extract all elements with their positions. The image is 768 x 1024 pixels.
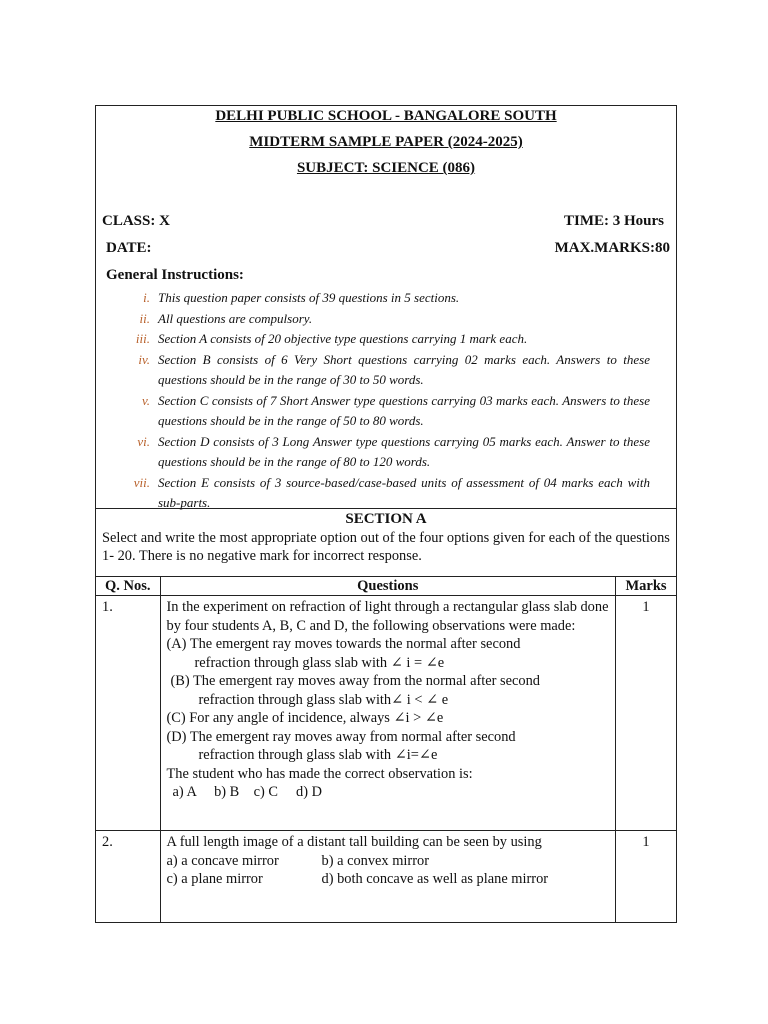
instruction-number: i.: [143, 290, 150, 305]
option-a: a) a concave mirror: [166, 852, 279, 869]
max-marks-label: MAX.MARKS:80: [554, 240, 670, 256]
options-row-1: [167, 852, 610, 871]
subject-title: SUBJECT: SCIENCE (086): [296, 160, 476, 176]
time-label: TIME: 3 Hours: [563, 213, 664, 229]
table-row: [96, 831, 676, 922]
paper-header: [96, 106, 676, 509]
instruction-item: [96, 391, 676, 432]
option-c: (C) For any angle of incidence, always ∠i > ∠e: [166, 710, 444, 726]
option-d-line1: (D) The emergent ray moves away from normal after second: [166, 728, 516, 745]
instruction-item: [96, 288, 676, 309]
instruction-item: [96, 350, 676, 391]
instruction-item: [96, 309, 676, 330]
instruction-text: Section C consists of 7 Short Answer type questions carrying 03 marks each. Answers to these questions should be in the range of 50 to 80 words.: [158, 392, 650, 428]
instruction-number: ii.: [139, 310, 150, 326]
instructions-title: General Instructions:: [106, 267, 244, 283]
question-marks: 1: [616, 831, 677, 922]
instruction-number: v.: [141, 392, 150, 408]
section-a-instruction: Select and write the most appropriate option out of the four options given for each of the questions 1- 20. There is no negative mark for incorrect response.: [102, 530, 670, 564]
question-ask: The student who has made the correct observation is:: [166, 765, 473, 782]
option-c: c) a plane mirror: [166, 871, 263, 887]
options-row-2: [167, 870, 610, 889]
option-a-line2: refraction through glass slab with ∠ i = ∠e: [194, 654, 445, 671]
instruction-number: vii.: [133, 474, 150, 490]
questions-header: Questions: [160, 577, 616, 596]
qno-header: Q. Nos.: [96, 577, 160, 596]
instruction-item: [96, 329, 676, 350]
section-a-intro: [96, 509, 676, 577]
marks-header: Marks: [616, 577, 677, 596]
exam-title: MIDTERM SAMPLE PAPER (2024-2025): [249, 134, 523, 150]
option-a-line1: (A) The emergent ray moves towards the normal after second: [166, 636, 521, 652]
instruction-text: Section D consists of 3 Long Answer type questions carrying 05 marks each. Answer to these questions should be in the range of 80 to 120 words.: [158, 433, 650, 469]
instruction-text: Section A consists of 20 objective type questions carrying 1 mark each.: [158, 331, 528, 346]
questions-table: [96, 577, 676, 922]
school-name: DELHI PUBLIC SCHOOL - BANGALORE SOUTH: [215, 108, 557, 124]
question-stem: A full length image of a distant tall building can be seen by using: [166, 834, 542, 850]
instruction-number: iii.: [135, 331, 150, 346]
instruction-text: Section B consists of 6 Very Short questions carrying 02 marks each. Answers to these questions should be in the range of 30 to 50 words.: [158, 351, 650, 387]
instruction-text: Section E consists of 3 source-based/case-based units of assessment of 04 marks each with sub-parts.: [158, 474, 650, 510]
option-d: d) both concave as well as plane mirror: [321, 871, 549, 887]
answer-options: a) A b) B c) C d) D: [172, 784, 322, 800]
question-body: [160, 831, 616, 922]
table-row: [96, 596, 676, 831]
option-d-line2: refraction through glass slab with ∠i=∠e: [198, 747, 438, 763]
instruction-text: All questions are compulsory.: [158, 310, 313, 326]
instruction-number: vi.: [137, 433, 150, 449]
instruction-text: This question paper consists of 39 questions in 5 sections.: [158, 290, 460, 305]
question-marks: 1: [616, 596, 677, 831]
instruction-item: [96, 432, 676, 473]
instruction-number: iv.: [138, 351, 150, 367]
instruction-item: [96, 473, 676, 514]
question-body: [160, 596, 616, 831]
option-b: b) a convex mirror: [321, 852, 429, 869]
question-number: 2.: [96, 831, 160, 922]
question-paper: [95, 105, 677, 923]
date-label: DATE:: [106, 240, 152, 256]
section-a-title: SECTION A: [345, 511, 427, 527]
class-label: CLASS: X: [102, 213, 170, 229]
question-stem: In the experiment on refraction of light through a rectangular glass slab done by four students A, B, C and D, the following observations were made:: [166, 599, 609, 634]
table-header-row: [96, 577, 676, 596]
question-number: 1.: [96, 596, 160, 831]
option-b-line1: (B) The emergent ray moves away from the normal after second: [170, 673, 540, 689]
instructions-list: [96, 288, 676, 514]
option-b-line2: refraction through glass slab with∠ i < ∠ e: [198, 691, 449, 708]
